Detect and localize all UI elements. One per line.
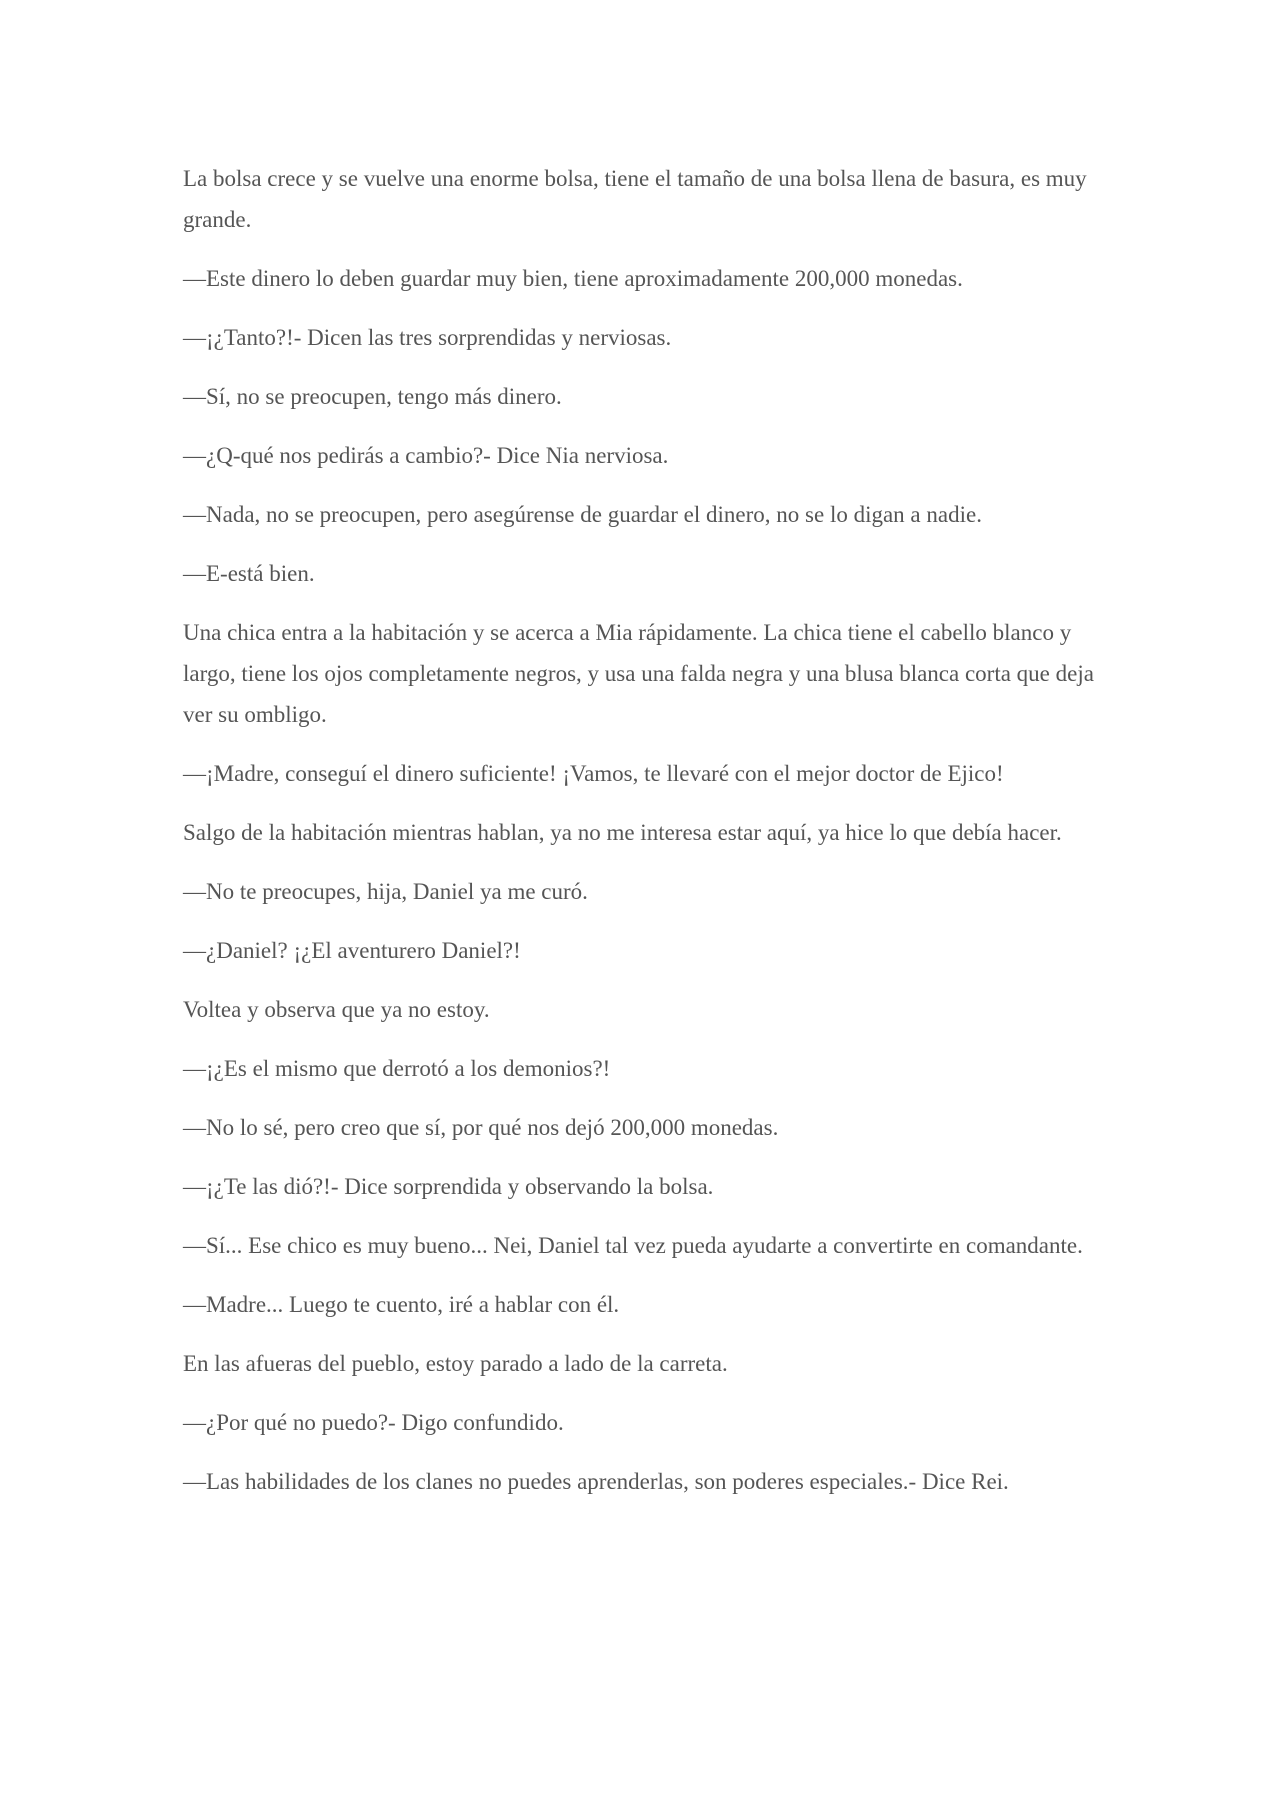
paragraph: —¡¿Te las dió?!- Dice sorprendida y observando la bolsa. [183,1174,714,1199]
paragraph: —¿Por qué no puedo?- Digo confundido. [183,1410,564,1435]
paragraph: —E-está bien. [183,561,315,586]
paragraph: Voltea y observa que ya no estoy. [183,997,490,1022]
paragraph: —¿Daniel? ¡¿El aventurero Daniel?! [183,938,521,963]
paragraph: —Este dinero lo deben guardar muy bien, tiene aproximadamente 200,000 monedas. [183,266,963,291]
paragraph: En las afueras del pueblo, estoy parado a lado de la carreta. [183,1351,728,1376]
paragraph: —No te preocupes, hija, Daniel ya me curó. [183,879,588,904]
paragraph: —¡¿Tanto?!- Dicen las tres sorprendidas y nerviosas. [183,325,672,350]
paragraph: —Sí... Ese chico es muy bueno... Nei, Daniel tal vez pueda ayudarte a convertirte en comandante. [183,1233,1083,1258]
paragraph: —Madre... Luego te cuento, iré a hablar con él. [183,1292,620,1317]
paragraph: —Sí, no se preocupen, tengo más dinero. [183,384,562,409]
paragraph: —¡Madre, conseguí el dinero suficiente! ¡Vamos, te llevaré con el mejor doctor de Ejico! [183,761,1004,786]
paragraph: —¡¿Es el mismo que derrotó a los demonios?! [183,1056,611,1081]
paragraph: —¿Q-qué nos pedirás a cambio?- Dice Nia nerviosa. [183,443,669,468]
paragraph: —Las habilidades de los clanes no puedes aprenderlas, son poderes especiales.- Dice Rei. [183,1469,1009,1494]
paragraph: Salgo de la habitación mientras hablan, ya no me interesa estar aquí, ya hice lo que debía hacer. [183,820,1062,845]
paragraph: —Nada, no se preocupen, pero asegúrense de guardar el dinero, no se lo digan a nadie. [183,502,982,527]
paragraph: La bolsa crece y se vuelve una enorme bolsa, tiene el tamaño de una bolsa llena de basura, es muy grande. [183,166,1087,232]
paragraph: —No lo sé, pero creo que sí, por qué nos dejó 200,000 monedas. [183,1115,779,1140]
paragraph: Una chica entra a la habitación y se acerca a Mia rápidamente. La chica tiene el cabello blanco y largo, tiene los ojos completamente negros, y usa una falda negra y una blusa blanca corta que deja ver su ombligo. [183,620,1094,727]
document-body [183,158,1095,1520]
